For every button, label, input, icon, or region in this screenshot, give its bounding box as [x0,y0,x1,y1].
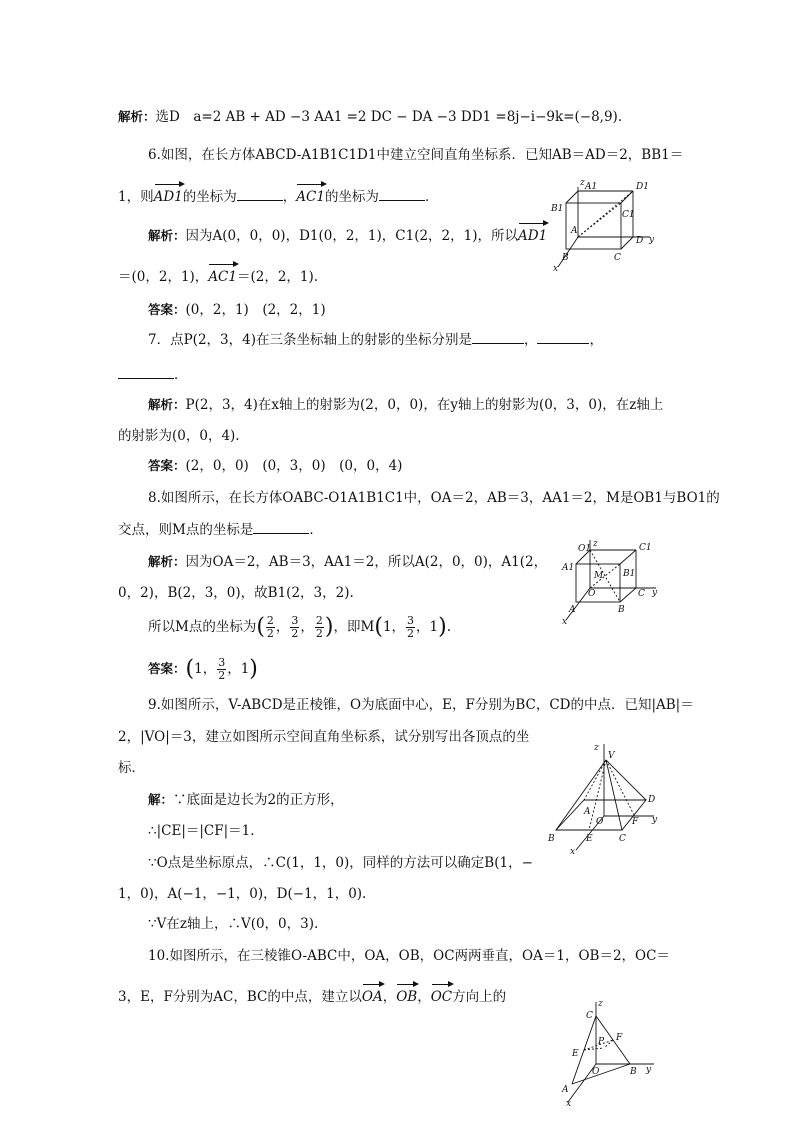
q8-analysis-line2: 0，2)，B(2，3，0)，故B1(2，3，2). [118,585,354,601]
q6-cuboid-figure [548,175,660,273]
q6-label-x: x [553,264,559,273]
q6-answer-blank-2[interactable] [379,188,425,201]
q8-answer-line: 答案：(1， $\frac{3}{2}$ ，1) [148,656,258,682]
q6-analysis-text2a: ＝(0，2，1)， [118,269,209,285]
q7-answer-blank-2[interactable] [537,331,589,344]
q6-answer-line [148,300,326,320]
q8-analysis-text1: 因为OA＝2，AB＝3，AA1＝2，所以A(2，0，0)，A1(2， [185,554,548,570]
q10-stem-end: 方向上的 [452,989,507,1005]
q8-frac-c: $\frac{2}{2}$ [315,614,323,640]
q8-analysis-line1 [148,552,547,572]
q6-label-d: D [636,236,644,246]
q7-answer-blank-1[interactable] [472,331,524,344]
q6-label-b: B [562,253,569,263]
q8-frac-a: $\frac{2}{2}$ [266,614,274,640]
q6-stem-comma: ， [282,189,297,205]
q8-label-a: A [569,605,576,615]
q10-vector-oc: OC [431,983,452,1007]
q9-label-y: y [652,815,658,825]
q6-vector-ac1: AC1 [296,183,325,207]
q8-stem-line1: 8.如图所示，在长方体OABC-O1A1B1C1中，OA＝2，AB＝3，AA1＝2，M是OB1与BO1的 [148,490,720,506]
q9-label-b: B [548,834,555,844]
q6-diagonal-ac1 [578,203,621,237]
q7-answer: (2，0，0) (0，3，0) (0，0，4) [185,458,403,474]
q8-analysis-text3b: ，即M [333,619,375,635]
q8-frac-d: $\frac{3}{2}$ [407,614,415,640]
q10-stem-line1: 10.如图所示，在三棱锥O-ABC中，OA，OB，OC两两垂直，OA＝1，OB＝2，OC＝ [148,948,670,964]
q5-analysis-text: 选D a=2 AB + AD −3 AA1 =2 DC − DA −3 DD1 =8j−i−9k=(−8,9). [155,109,623,125]
q6-analysis-line2 [118,263,318,287]
q6-label-y: y [649,235,655,245]
q6-label-a1: A1 [585,182,598,192]
q8-label-o1: O1 [578,544,592,554]
q6-stem-line1: 6.如图，在长方体ABCD-A1B1C1D1中建立空间直角坐标系．已知AB＝AD＝2，BB1＝ [148,147,684,163]
q10-label-b: B [630,1067,637,1077]
q9-label-z: z [594,743,599,753]
q8-cuboid-figure [556,538,666,626]
q9-label-a: A [584,807,591,817]
q8-answer-blank[interactable] [253,521,309,534]
q7-stem-line1 [148,330,603,350]
q8-label-c1: C1 [639,543,652,553]
q9-stem-line2: 2，|VO|＝3，建立如图所示空间直角坐标系，试分别写出各顶点的坐 [118,729,530,745]
q6-vector-ad1: AD1 [154,183,183,207]
q7-stem-comma1: ， [523,332,538,348]
q8-stem-end: ． [309,522,323,538]
q7-stem-text: 7．点P(2，3，4)在三条坐标轴上的射影的坐标分别是 [148,332,472,348]
q9-solution-text1: ∵底面是边长为2的正方形， [173,792,344,808]
q8-x-axis [566,588,590,620]
q5-analysis-label: 解析： [118,109,156,124]
q9-solution-line5: ∵V在z轴上，∴V(0，0，3). [148,916,319,932]
q6-analysis-vector-ac1: AC1 [208,263,237,287]
q9-label-e: E [586,834,593,844]
q10-label-f: F [616,1033,623,1043]
q9-label-c: C [619,834,626,844]
q6-analysis-text1: 因为A(0，0，0)，D1(0，2，1)，C1(2，2，1)，所以 [185,228,518,244]
q8-answer-frac: $\frac{3}{2}$ [218,656,226,682]
q6-stem-mid2: 的坐标为 [324,189,379,205]
q10-vector-oa: OA [362,983,383,1007]
q9-solution-label: 解： [148,792,174,807]
q10-label-y: y [646,1065,652,1075]
q6-analysis-line1 [148,222,547,246]
q8-label-b1: B1 [623,569,636,579]
q8-label-c: C [638,589,645,599]
q10-label-x: x [566,1099,572,1108]
q7-stem-end: ． [174,367,188,383]
q6-stem-end: ． [424,189,439,205]
q10-stem-text: 3，E，F分别为AC，BC的中点，建立以 [118,989,362,1005]
q9-label-x: x [570,847,576,856]
q9-label-o: O [596,817,604,827]
q6-answer: (0，2，1) (2，2，1) [185,302,326,318]
q8-label-m: M [594,571,604,581]
q8-label-y: y [652,588,658,598]
q10-label-p: P [598,1037,605,1047]
q6-label-d1: D1 [636,182,649,192]
q9-solution-line2: ∴|CE|＝|CF|＝1. [148,823,255,839]
q6-answer-label: 答案： [148,302,186,317]
q10-label-z: z [598,999,603,1009]
q9-label-v: V [608,751,615,761]
q6-stem-line2 [118,183,438,207]
q7-analysis-text1: P(2，3，4)在x轴上的射影为(2，0，0)，在y轴上的射影为(0，3，0)，在z轴上 [185,397,664,413]
q7-analysis-line2: 的射影为(0，0，4). [118,428,240,444]
q9-stem-line1: 9.如图所示，V-ABCD是正棱锥，O为底面中心，E，F分别为BC，CD的中点．已知|AB|＝ [148,697,694,713]
q10-label-e: E [572,1049,579,1059]
q7-answer-line [148,456,402,476]
q9-label-f: F [632,817,639,827]
q10-label-a: A [562,1085,569,1095]
q8-label-o: O [588,589,596,599]
q8-analysis-label: 解析： [148,554,186,569]
q9-stem-line3: 标． [118,760,145,776]
q9-solution-line1 [148,790,344,810]
q10-vector-ob: OB [396,983,417,1007]
q6-label-a: A [571,226,578,236]
q9-pyramid-figure [546,738,664,856]
q8-analysis-text3a: 所以M点的坐标为 [148,619,257,635]
q7-answer-blank-3[interactable] [118,366,174,379]
q8-label-a1: A1 [562,563,575,573]
q8-label-x: x [562,617,568,626]
q6-analysis-vector-ad1: AD1 [518,222,547,246]
q9-solution-line3: ∵O点是坐标原点，∴C(1，1，0)，同样的方法可以确定B(1，− [148,855,533,871]
q7-analysis-line1 [148,395,663,415]
q6-label-z: z [580,178,585,188]
q8-label-z: z [593,539,598,549]
q6-label-c1: C1 [622,210,635,220]
q6-answer-blank-1[interactable] [237,188,283,201]
q10-label-c: C [586,1011,593,1021]
q7-stem-line2 [118,365,188,385]
q7-answer-label: 答案： [148,458,186,473]
q6-analysis-label: 解析： [148,228,186,243]
q10-stem-line2: 3，E，F分别为AC，BC的中点，建立以OA，OB，OC方向上的 [118,983,506,1007]
q6-analysis-text2b: ＝(2，2，1). [236,269,319,285]
q10-tetrahedron-figure [556,998,660,1108]
q8-label-b: B [618,605,625,615]
q8-frac-b: $\frac{3}{2}$ [291,614,299,640]
q9-solution-line4: 1，0)，A(−1，−1，0)，D(−1，1，0). [118,886,367,902]
q9-label-d: D [648,795,656,805]
q8-stem-text: 交点，则M点的坐标是 [118,522,254,538]
q8-analysis-line3: 所以M点的坐标为( $\frac{2}{2}$ ， $\frac{3}{2}$ ， $\frac{2}{2}$ )，即M(1， $\frac{3}{2}$ ，1). [148,614,452,640]
q6-stem-mid1: 的坐标为 [182,189,237,205]
q5-analysis [118,107,622,127]
q8-answer-label: 答案： [148,661,186,676]
q8-stem-line2 [118,520,323,540]
q6-label-c: C [614,253,621,263]
q6-stem-prefix: 1，则 [118,189,154,205]
q7-analysis-label: 解析： [148,397,186,412]
q10-label-o: O [592,1067,600,1077]
q6-label-b1: B1 [551,204,564,214]
q7-stem-comma2: ， [589,332,603,348]
